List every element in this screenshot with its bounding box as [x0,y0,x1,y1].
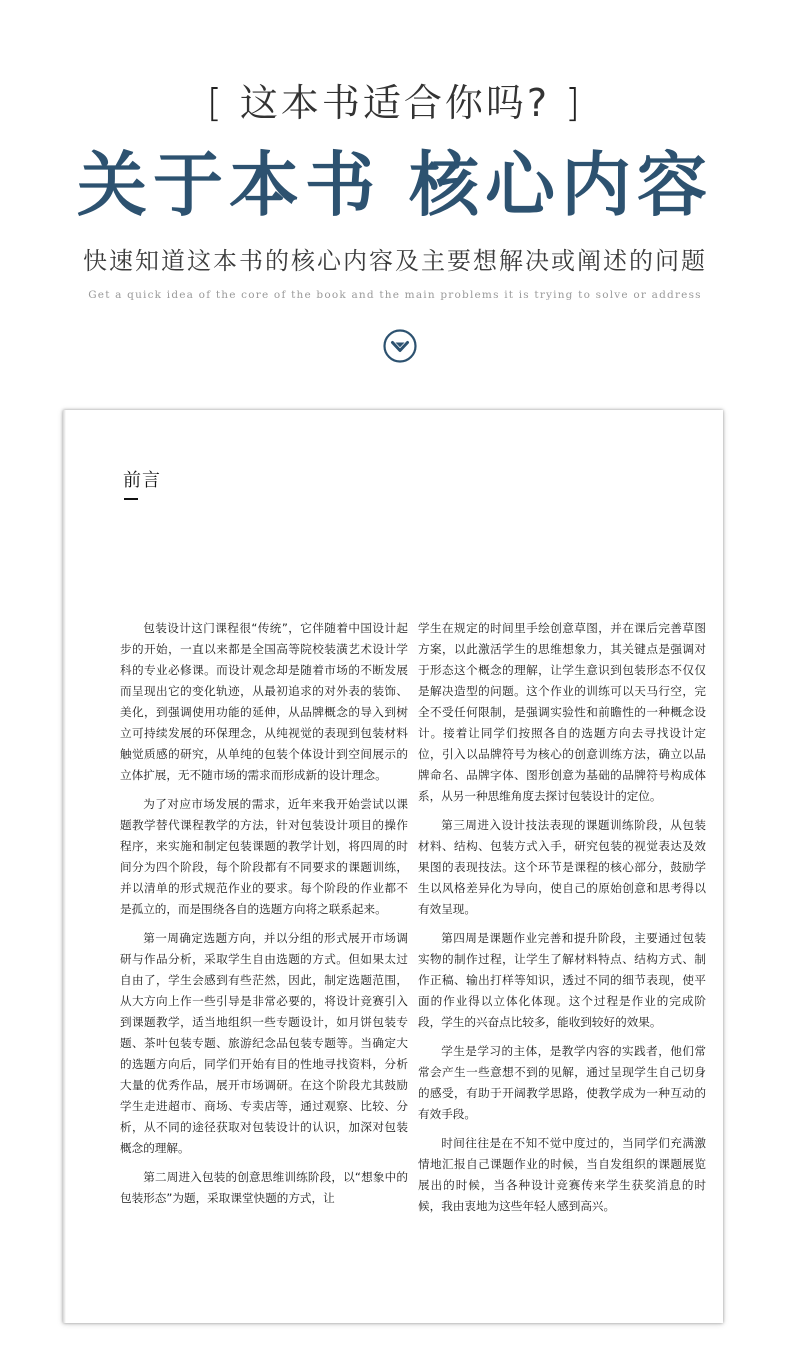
preface-paragraph: 第四周是课题作业完善和提升阶段，主要通过包装实物的制作过程，让学生了解材料特点、结构方式、制作正稿、输出打样等知识，透过不同的细节表现，使平面的作业得以立体化体现。这个过程是作业的完成阶段，学生的兴奋点比较多，能收到较好的效果。 [418,931,706,1029]
page-title [0,140,790,230]
header-subtitle [0,78,790,128]
preface-paragraph: 学生是学习的主体，是教学内容的实践者，他们常常会产生一些意想不到的见解，通过呈现学生自己切身的感受，有助于开阔教学思路，使教学成为一种互动的有效手段。 [418,1044,706,1121]
preface-title-underline [124,498,138,500]
bracket-open: [ [206,81,225,125]
header-english-description: Get a quick idea of the core of the book and the main problems it is trying to solve or address [88,289,702,301]
preface-left-column [120,618,408,1209]
title-part-about-book: 关于本书 [77,143,381,226]
preface-paragraph: 时间往往是在不知不觉中度过的，当同学们充满激情地汇报自己课题作业的时候，当自发组织的课题展览展出的时候，当各种设计竞赛传来学生获奖消息的时候，我由衷地为这些年轻人感到高兴。 [418,1136,706,1213]
preface-paragraph: 包装设计这门课程很“传统”，它伴随着中国设计起步的开始，一直以来都是全国高等院校装潢艺术设计学科的专业必修课。而设计观念却是随着市场的不断发展而呈现出它的变化轨迹，从最初追求的对外表的装饰、美化，到强调使用功能的延伸，从品牌概念的导入到树立可持续发展的环保理念，从纯视觉的表现到包装材料触觉质感的研究，从单纯的包装个体设计到空间展示的立体扩展，无不随市场的需求而形成新的设计理念。 [120,621,408,782]
preface-paragraph: 第一周确定选题方向，并以分组的形式展开市场调研与作品分析，采取学生自由选题的方式。但如果太过自由了，学生会感到有些茫然，因此，制定选题范围，从大方向上作一些引导是非常必要的，将设计竞赛引入到课题教学，适当地组织一些专题设计，如月饼包装专题、茶叶包装专题、旅游纪念品包装专题等。当确定大的选题方向后，同学们开始有目的性地寻找资料，分析大量的优秀作品，展开市场调研。在这个阶段尤其鼓励学生走进超市、商场、专卖店等，通过观察、比较、分析，从不同的途径获取对包装设计的认识，加深对包装概念的理解。 [120,931,408,1155]
title-part-core-content: 核心内容 [409,143,713,226]
subtitle-text: 这本书适合你吗? [239,81,551,125]
preface-paragraph-continued: 学生在规定的时间里手绘创意草图，并在课后完善草图方案，以此激活学生的思维想象力，其关键点是强调对于形态这个概念的理解，让学生意识到包装形态不仅仅是解决造型的问题。这个作业的训练可以天马行空，完全不受任何限制，是强调实验性和前瞻性的一种概念设计。接着让同学们按照各自的选题方向去寻找设计定位，引入以品牌符号为核心的创意训练方法，确立以品牌命名、品牌字体、图形创意为基础的品牌符号构成体系，从另一种思维角度去探讨包装设计的定位。 [418,621,706,803]
preface-right-column [418,618,706,1217]
preface-paragraph: 第三周进入设计技法表现的课题训练阶段，从包装材料、结构、包装方式入手，研究包装的视觉表达及效果图的表现技法。这个环节是课程的核心部分，鼓励学生以风格差异化为导向，使自己的原始创意和思考得以有效呈现。 [418,818,706,916]
preface-paragraph: 为了对应市场发展的需求，近年来我开始尝试以课题教学替代课程教学的方法，针对包装设计项目的操作程序，来实施和制定包装课题的教学计划，将四周的时间分为四个阶段，每个阶段都有不同要求的课题训练，并以清单的形式规范作业的要求。每个阶段的作业都不是孤立的，而是围绕各自的选题方向将之联系起来。 [120,797,408,916]
bracket-close: ] [565,81,583,125]
preface-title: 前言 [123,470,161,491]
header-description: 快速知道这本书的核心内容及主要想解决或阐述的问题 [83,247,707,275]
preface-paragraph: 第二周进入包装的创意思维训练阶段，以“想象中的包装形态”为题，采取课堂快题的方式，让 [120,1170,408,1205]
book-page-scan [63,410,723,1323]
page-binding-shadow [63,410,66,1323]
chevron-down-circle-icon [383,329,417,363]
